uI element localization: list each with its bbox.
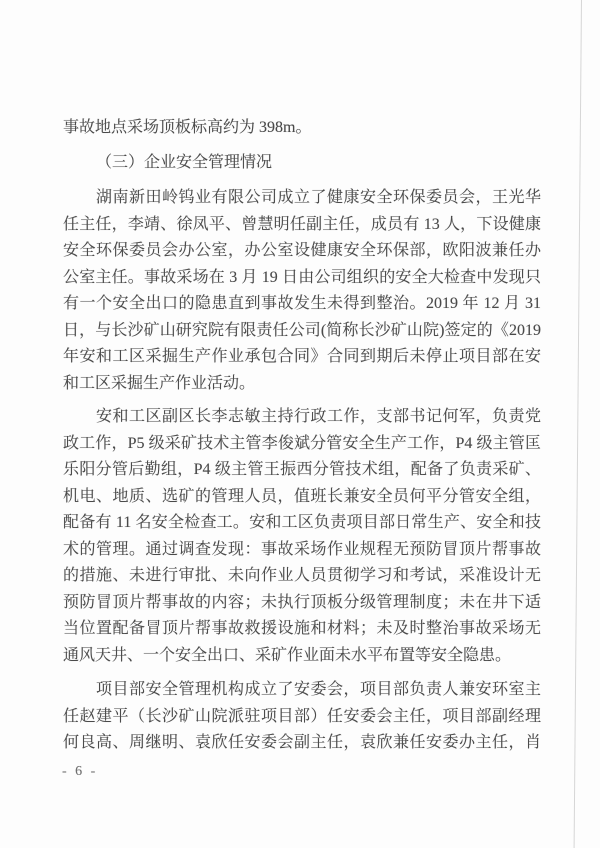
scan-artifact-line	[574, 0, 582, 848]
text-line: 项目部安全管理机构成立了安委会，项目部负责人兼安环室主	[96, 681, 541, 698]
text-line: 安和工区副区长李志敏主持行政工作，支部书记何军，负责党	[96, 408, 541, 425]
text-line: 当位置配备冒顶片帮事故救援设施和材料；未及时整治事故采场无	[63, 620, 541, 637]
text-line: 机电、地质、选矿的管理人员，值班长兼安全员何平分管安全组，	[63, 487, 541, 505]
text-block	[63, 115, 541, 757]
text-line: 预防冒顶片帮事故的内容；未执行顶板分级管理制度；未在井下适	[63, 593, 541, 611]
text-line: 术的管理。通过调查发现：事故采场作业规程无预防冒顶片帮事故	[63, 540, 541, 558]
text-line: 安全环保委员会办公室，办公室设健康安全环保部，欧阳波兼任办	[63, 242, 541, 259]
text-line: 公室主任。事故采场在 3 月 19 日由公司组织的安全大检查中发现只	[63, 268, 541, 286]
section-heading: （三）企业安全管理情况	[96, 153, 273, 171]
text-line: 何良高、周继明、袁欣任安委会副主任，袁欣兼任安委办主任，肖	[63, 734, 541, 751]
text-line: 有一个安全出口的隐患直到事故发生未得到整治。2019 年 12 月 31	[63, 295, 541, 312]
text-line: 的措施、未进行审批、未向作业人员贯彻学习和考试，采准设计无	[63, 567, 541, 584]
text-line: 乐阳分管后勤组，P4 级主管王振西分管技术组，配备了负责采矿、	[63, 461, 541, 478]
text-line: 配备有 11 名安全检查工。安和工区负责项目部日常生产、安全和技	[63, 514, 541, 531]
text-line: 任主任，李靖、徐凤平、曾慧明任副主任，成员有 13 人，下设健康	[63, 215, 541, 233]
text-line: 政工作，P5 级采矿技术主管李俊斌分管安全生产工作，P4 级主管匡	[63, 434, 541, 452]
text-line: 年安和工区采掘生产作业承包合同》合同到期后未停止项目部在安	[63, 348, 541, 365]
text-line: 日，与长沙矿山研究院有限责任公司(简称长沙矿山院)签定的《2019	[63, 321, 541, 339]
text-line: 事故地点采场顶板标高约为 398m。	[63, 119, 312, 136]
text-line: 通风天井、一个安全出口、采矿作业面未水平布置等安全隐患。	[63, 646, 512, 664]
text-line: 任赵建平（长沙矿山院派驻项目部）任安委会主任，项目部副经理	[63, 707, 541, 725]
page-number: - 6 -	[62, 764, 98, 779]
text-line: 湖南新田岭钨业有限公司成立了健康安全环保委员会，王光华	[96, 189, 541, 206]
text-line: 和工区采掘生产作业活动。	[63, 374, 256, 392]
